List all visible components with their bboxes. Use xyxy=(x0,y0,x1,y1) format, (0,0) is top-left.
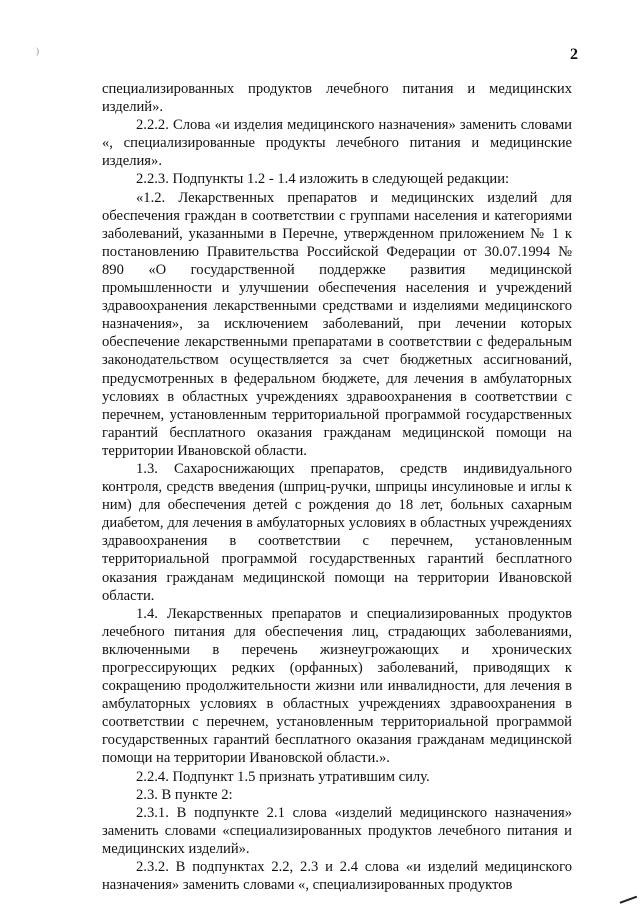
paragraph-1-4: 1.4. Лекарственных препаратов и специализированных продуктов лечебного питания для обеспечения лиц, страдающих заболеваниями, включенными в перечень жизнеугрожающих и хронических прогрессирующих редких (орфанных) заболеваний, приводящих к сокращению продолжительности жизни или инвалидности, для лечения в амбулаторных условиях в областных учреждениях здравоохранения в соответствии с перечнем, установленным территориальной программой государственных гарантий бесплатного оказания гражданам медицинской помощи на территории Ивановской области.». xyxy=(102,605,572,767)
document-body xyxy=(102,80,572,894)
paragraph-1-3: 1.3. Сахароснижающих препаратов, средств индивидуального контроля, средств введения (шприц-ручки, шприцы инсулиновые и иглы к ним) для обеспечения детей с рождения до 18 лет, больных сахарным диабетом, для лечения в амбулаторных условиях в областных учреждениях здравоохранения в соответствии с перечнем, установленным территориальной программой государственных гарантий бесплатного оказания гражданам медицинской помощи на территории Ивановской области. xyxy=(102,460,572,604)
paragraph-2-3-1: 2.3.1. В подпункте 2.1 слова «изделий медицинского назначения» заменить словами «специализированных продуктов лечебного питания и медицинских изделий». xyxy=(102,804,572,857)
paragraph-1-2: «1.2. Лекарственных препаратов и медицинских изделий для обеспечения граждан в соответствии с группами населения и категориями заболеваний, указанными в Перечне, утвержденном приложением № 1 к постановлению Правительства Российской Федерации от 30.07.1994 № 890 «О государственной поддержке развития медицинской промышленности и улучшении обеспечения населения и учреждений здравоохранения лекарственными средствами и изделиями медицинского назначения», за исключением заболеваний, при лечении которых обеспечение лекарственными препаратами в соответствии с федеральным законодательством осуществляется за счет бюджетных ассигнований, предусмотренных в федеральном бюджете, для лечения в амбулаторных условиях в областных учреждениях здравоохранения в соответствии с перечнем, установленным территориальной программой государственных гарантий бесплатного оказания гражданам медицинской помощи на территории Ивановской области. xyxy=(102,189,572,459)
paragraph-2-2-3: 2.2.3. Подпункты 1.2 - 1.4 изложить в следующей редакции: xyxy=(136,171,510,188)
scan-corner-mark xyxy=(617,888,637,904)
paragraph-2-2-2: 2.2.2. Слова «и изделия медицинского назначения» заменить словами «, специализированные продукты лечебного питания и медицинские изделия». xyxy=(102,117,572,170)
margin-mark: ) xyxy=(36,46,39,56)
paragraph-2-3-2: 2.3.2. В подпунктах 2.2, 2.3 и 2.4 слова «и изделий медицинского назначения» заменить словами «, специализированных продуктов xyxy=(102,859,572,894)
page-number: 2 xyxy=(570,46,578,63)
paragraph-2-2-4: 2.2.4. Подпункт 1.5 признать утратившим силу. xyxy=(136,768,430,785)
paragraph-continuation: специализированных продуктов лечебного питания и медицинских изделий». xyxy=(102,81,572,116)
paragraph-2-3: 2.3. В пункте 2: xyxy=(136,786,233,803)
